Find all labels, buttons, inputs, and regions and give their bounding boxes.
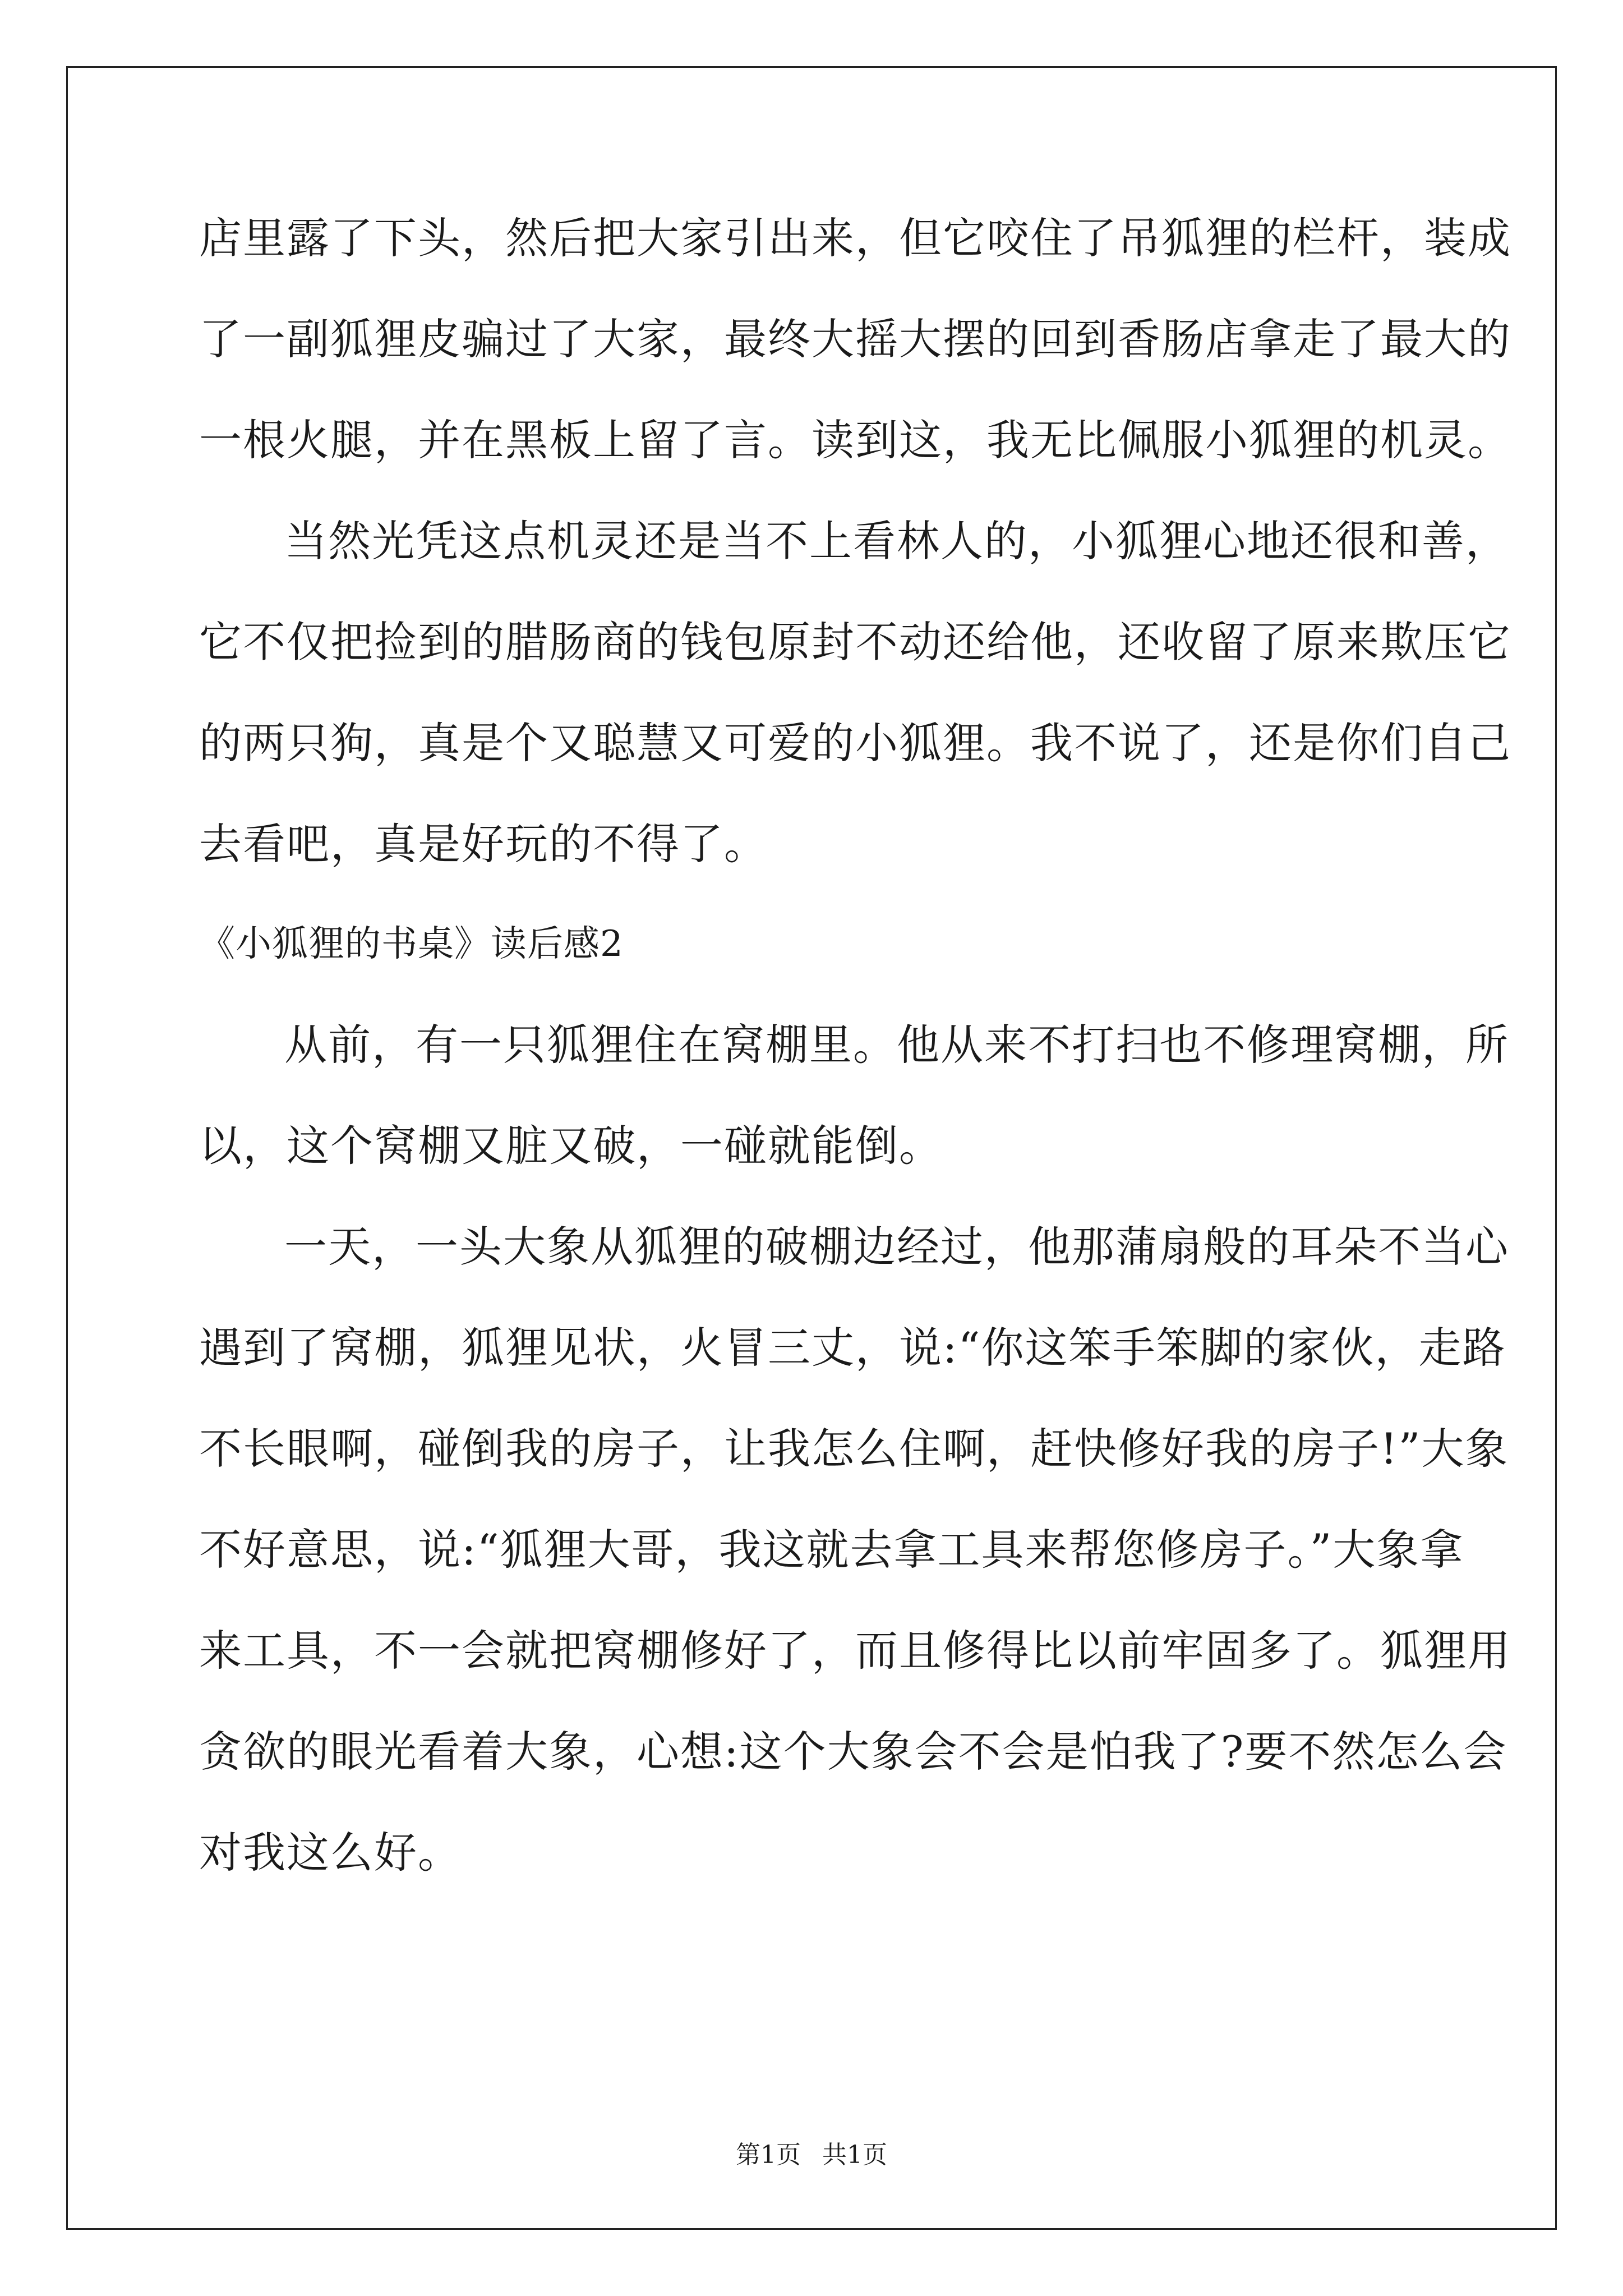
text-line: 不长眼啊，碰倒我的房子，让我怎么住啊，赶快修好我的房子!”大象 (199, 1424, 1509, 1474)
section-heading: 《小狐狸的书桌》读后感2 (199, 923, 624, 965)
text-line: 以，这个窝棚又脏又破，一碰就能倒。 (199, 1121, 943, 1171)
text-line: 对我这么好。 (199, 1828, 462, 1878)
text-line: 了一副狐狸皮骗过了大家，最终大摇大摆的回到香肠店拿走了最大的 (199, 314, 1511, 364)
text-line: 一根火腿，并在黑板上留了言。读到这，我无比佩服小狐狸的机灵。 (199, 415, 1511, 465)
paragraph-2 (199, 513, 1511, 872)
text-line: 来工具，不一会就把窝棚修好了，而且修得比以前牢固多了。狐狸用 (199, 1626, 1511, 1676)
page-number: 第1页 (736, 2141, 801, 2169)
text-line: 不好意思，说:“狐狸大哥，我这就去拿工具来帮您修房子。”大象拿 (199, 1525, 1464, 1575)
text-line: 它不仅把捡到的腊肠商的钱包原封不动还给他，还收留了原来欺压它 (199, 617, 1511, 667)
text-line: 当然光凭这点机灵还是当不上看林人的，小狐狸心地还很和善， (284, 516, 1509, 566)
paragraph-4 (199, 1219, 1511, 1881)
page-footer (0, 2138, 1623, 2172)
text-line: 店里露了下头，然后把大家引出来，但它咬住了吊狐狸的栏杆，装成 (199, 213, 1511, 263)
text-line: 的两只狗，真是个又聪慧又可爱的小狐狸。我不说了，还是你们自己 (199, 718, 1511, 768)
paragraph-3 (199, 1017, 1509, 1174)
paragraph-1 (199, 210, 1511, 468)
page-total: 共1页 (822, 2141, 887, 2169)
document-body (199, 210, 1511, 1881)
text-line: 从前，有一只狐狸住在窝棚里。他从来不打扫也不修理窝棚，所 (284, 1020, 1509, 1070)
text-line: 遇到了窝棚，狐狸见状，火冒三丈，说:“你这笨手笨脚的家伙，走路 (199, 1323, 1506, 1373)
text-line: 一天，一头大象从狐狸的破棚边经过，他那蒲扇般的耳朵不当心 (284, 1222, 1509, 1272)
text-line: 去看吧，真是好玩的不得了。 (199, 819, 768, 869)
text-line: 贪欲的眼光看着大象，心想:这个大象会不会是怕我了?要不然怎么会 (199, 1727, 1507, 1777)
